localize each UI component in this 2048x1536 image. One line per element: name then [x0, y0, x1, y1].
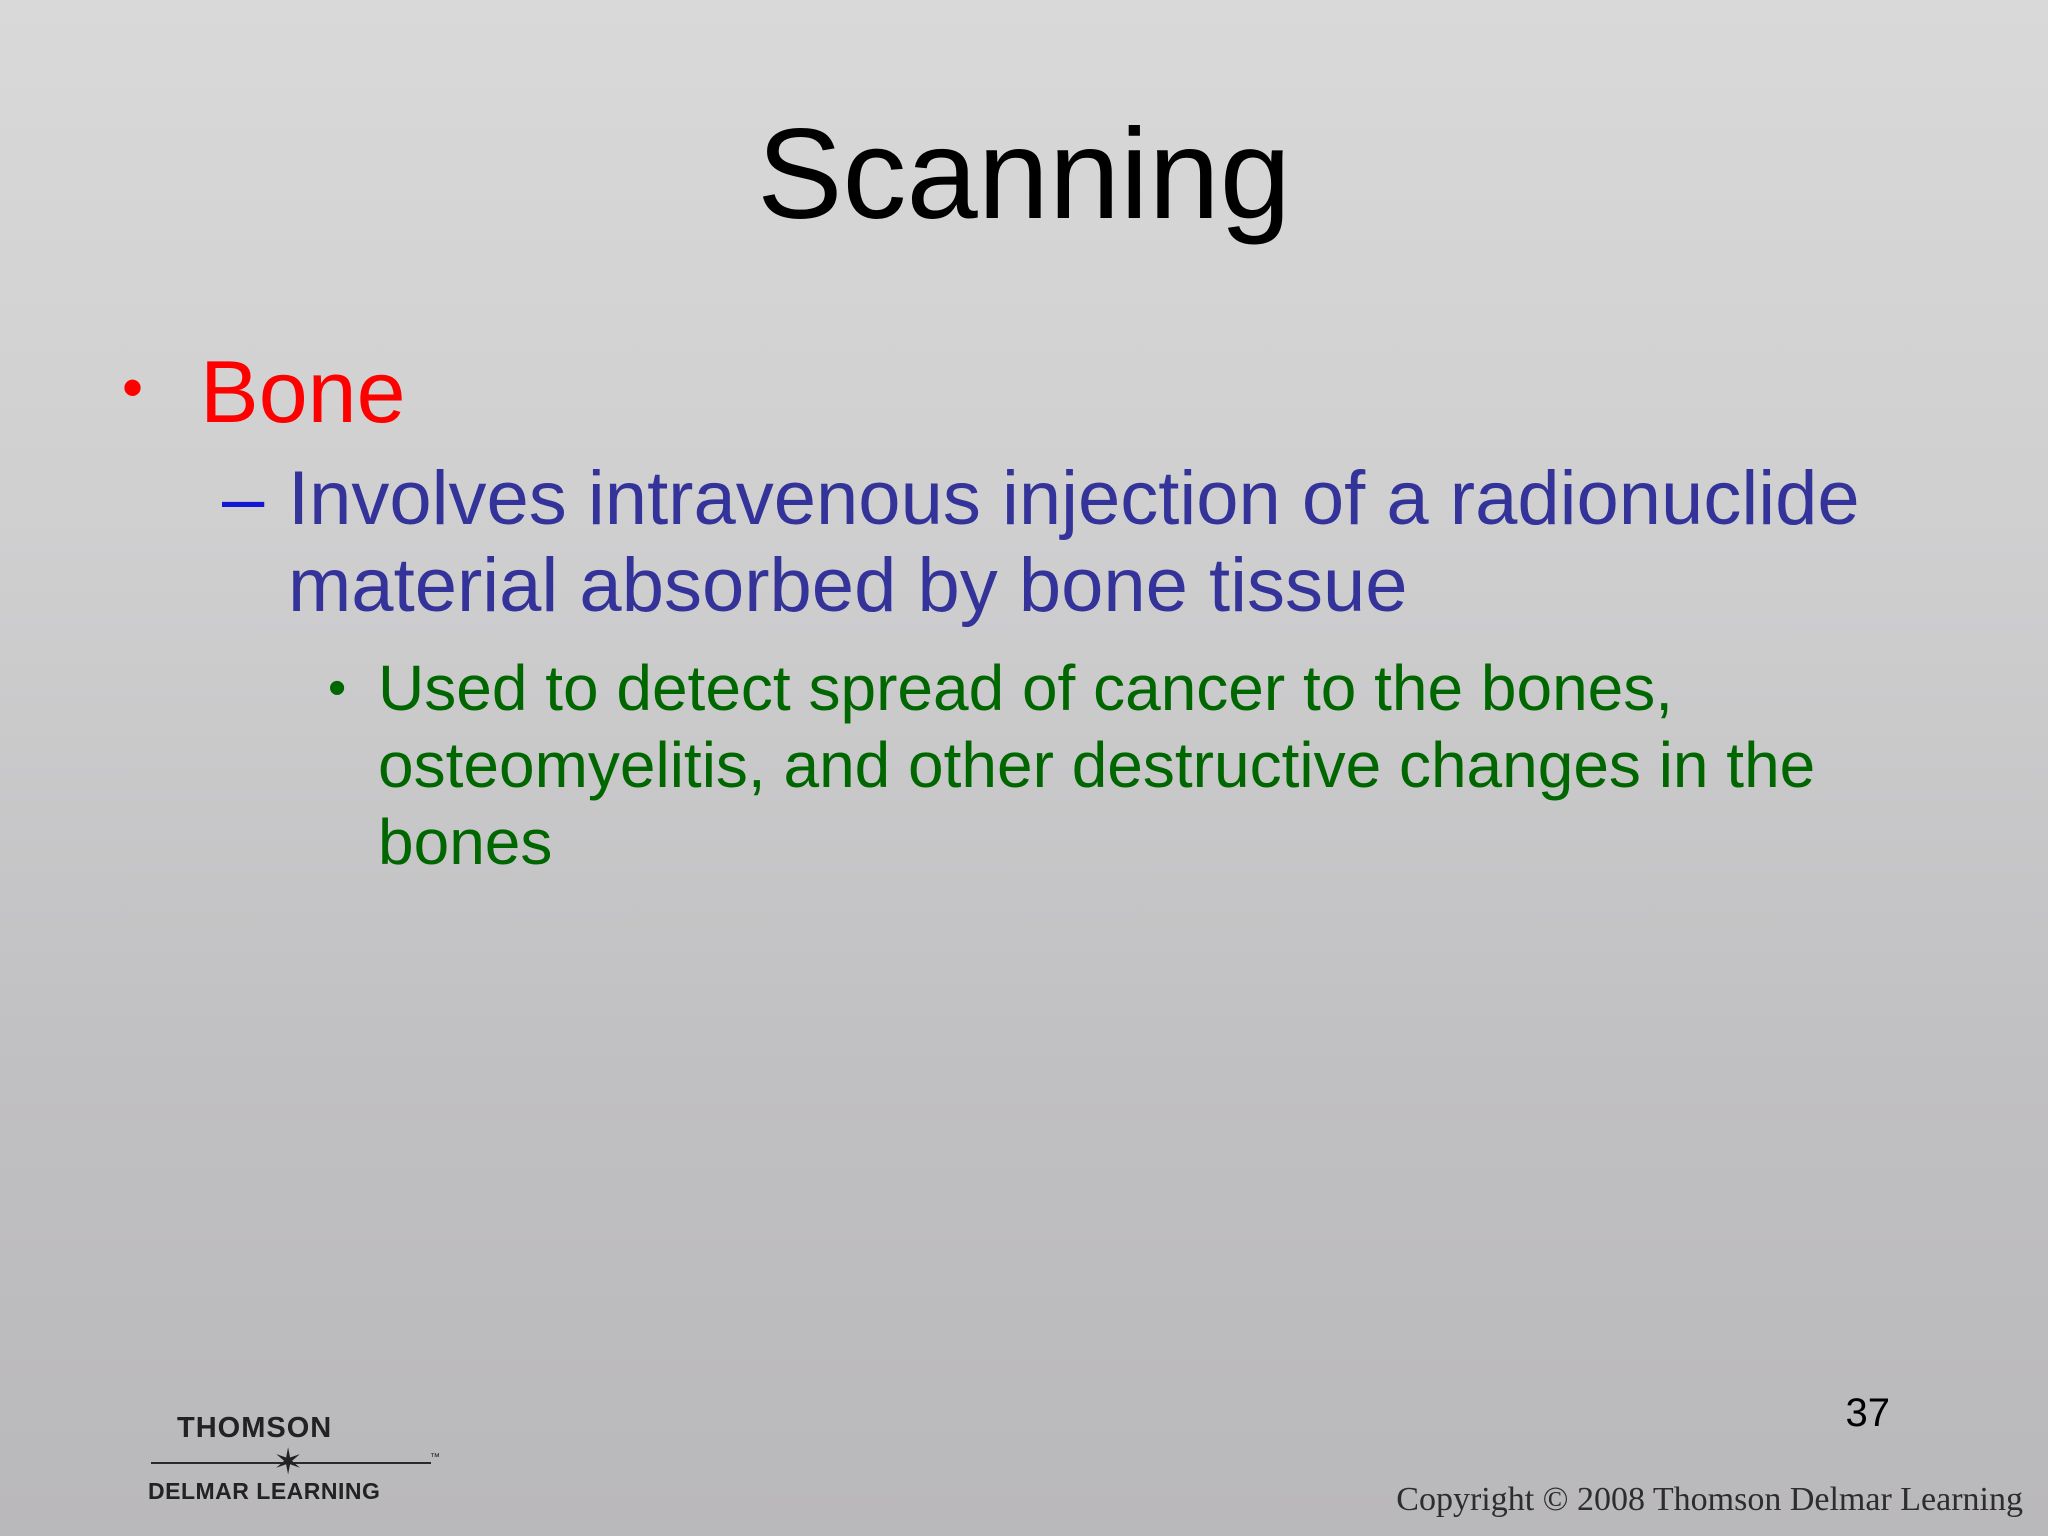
bullet-dash-icon: –: [222, 456, 265, 541]
slide-title: Scanning: [757, 103, 1291, 246]
bullet-dot-icon: •: [122, 354, 144, 421]
logo-trademark: ™: [430, 1452, 440, 1463]
bullet-dot-icon: •: [328, 659, 347, 717]
thomson-delmar-logo: [145, 1412, 445, 1507]
bullet-level-2-text: Involves intravenous injection of a radionuclide material absorbed by bone tissue: [288, 456, 1860, 628]
logo-top-text: THOMSON: [177, 1412, 333, 1444]
page-number: 37: [1845, 1391, 1890, 1435]
star-icon: ✶: [273, 1441, 304, 1482]
logo-bottom-text: DELMAR LEARNING: [148, 1478, 381, 1504]
bullet-level-1: [122, 335, 406, 444]
copyright-notice: Copyright © 2008 Thomson Delmar Learning: [1396, 1481, 2023, 1518]
bullet-level-1-text: Bone: [200, 342, 406, 441]
bullet-level-2: [222, 455, 2002, 629]
bullet-level-3-text: Used to detect spread of cancer to the bones, osteomyelitis, and other destructive changes in the bones: [378, 652, 1816, 878]
bullet-level-3: [328, 650, 1928, 881]
